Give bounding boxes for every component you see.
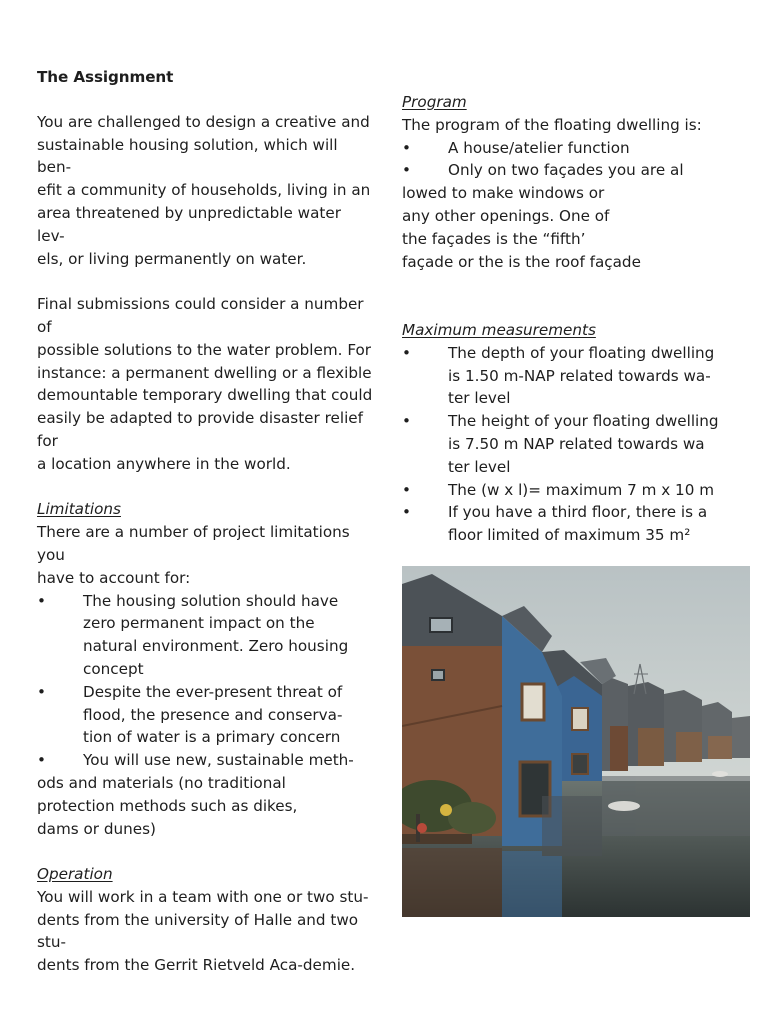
text-line: protection methods such as dikes, [37,796,298,815]
text-line: natural environment. Zero housing [83,637,349,656]
final-submissions-paragraph [37,293,373,475]
limitation-bullet-2 [37,681,373,749]
text-line: Despite the ever-present threat of [83,682,343,701]
text-line: concept [83,659,144,678]
text-line: els, or living permanently on water. [37,249,307,268]
bullet-marker: • [402,161,411,180]
text-line: sustainable housing solution, which will ben- [37,135,338,177]
limitation-bullet-3 [37,749,373,840]
text-line: façade or the is the roof façade [402,252,641,271]
text-line: Final submissions could consider a number of [37,295,364,336]
text-line: flood, the presence and conserva- [83,705,343,724]
text-line: You are challenged to design a creative and [37,112,370,131]
text-line: You will work in a team with one or two stu- [37,887,369,906]
floating-houses-photo [402,566,750,917]
text-line: a location anywhere in the world. [37,454,291,473]
bullet-marker: • [402,480,411,499]
limitation-bullet-1 [37,590,373,681]
measurement-bullet-2 [402,410,742,478]
measurement-bullet-3 [402,479,742,502]
text-line: dams or dunes) [37,819,156,838]
text-line: tion of water is a primary concern [83,728,341,747]
limitations-heading: Limitations [37,500,121,519]
program-bullet-2: Only on two façades you are al [448,161,684,180]
text-line: is 7.50 m NAP related towards wa [448,434,705,453]
text-line: ter level [448,389,511,408]
text-line: efit a community of households, living in an [37,181,371,200]
bullet-marker: • [37,751,46,770]
text-line: The height of your floating dwelling [448,412,719,431]
bullet-marker: • [37,591,46,610]
text-line: The (w x l)= maximum 7 m x 10 m [448,480,714,499]
text-line: have to account for: [37,568,191,587]
text-line: There are a number of project limitations you [37,523,350,564]
text-line: You will use new, sustainable meth- [83,751,354,770]
program-bullet-1: A house/atelier function [448,138,630,157]
left-column [37,66,373,977]
text-line: dents from the Gerrit Rietveld Aca-demie. [37,956,356,975]
intro-paragraph [37,111,373,271]
bullet-marker: • [402,343,411,362]
text-line: The depth of your floating dwelling [448,343,715,362]
bullet-marker: • [402,503,411,522]
text-line: zero permanent impact on the [83,614,315,633]
text-line: ods and materials (no traditional [37,773,286,792]
bullet-marker: • [37,682,46,701]
right-column [402,91,742,547]
text-line: the façades is the “fifth’ [402,229,586,248]
page-title: The Assignment [37,68,174,86]
text-line: easily be adapted to provide disaster relief for [37,409,363,450]
text-line: any other openings. One of [402,206,610,225]
text-line: area threatened by unpredictable water lev- [37,203,341,245]
text-line: The program of the floating dwelling is: [402,115,702,134]
text-line: If you have a third floor, there is a [448,503,708,522]
measurement-bullet-1 [402,342,742,410]
text-line: floor limited of maximum 35 m² [448,526,691,545]
text-line: is 1.50 m-NAP related towards wa- [448,366,711,385]
program-heading: Program [402,93,467,111]
operation-heading: Operation [37,865,113,884]
text-line: dents from the university of Halle and two stu- [37,910,359,952]
bullet-marker: • [402,412,411,431]
measurements-heading: Maximum measurements [402,320,596,339]
measurement-bullet-4 [402,501,742,547]
text-line: lowed to make windows or [402,184,605,203]
bullet-marker: • [402,138,411,157]
text-line: demountable temporary dwelling that could [37,386,373,405]
text-line: The housing solution should have [83,591,339,610]
text-line: instance: a permanent dwelling or a flexible [37,363,372,382]
text-line: ter level [448,457,511,476]
text-line: possible solutions to the water problem. For [37,340,372,359]
